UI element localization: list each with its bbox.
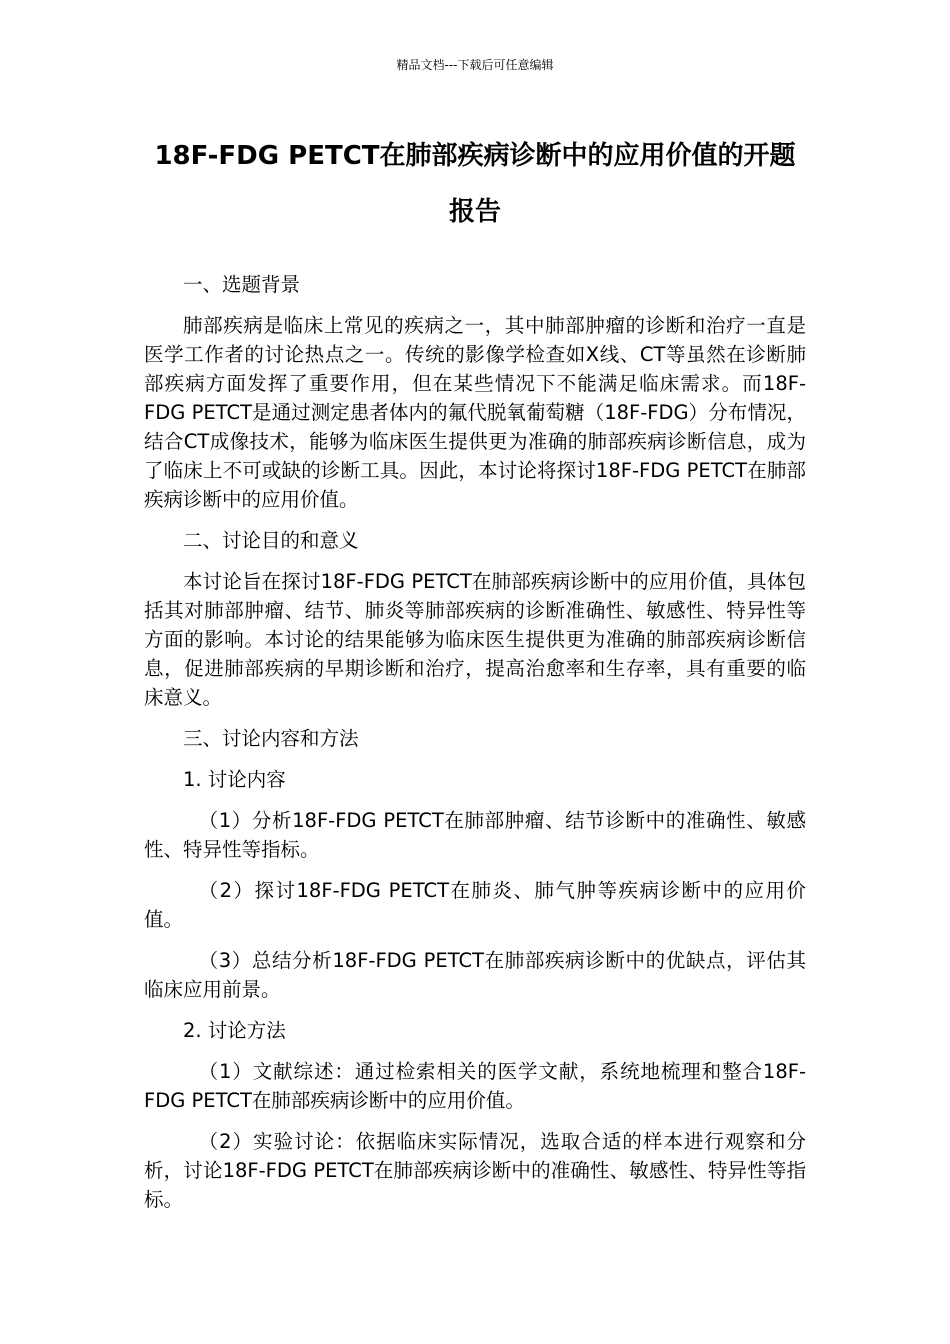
section-heading-content-method: 三、讨论内容和方法 [183, 727, 359, 750]
document-title: 18F-FDG PETCT在肺部疾病诊断中的应用价值的开题报告 [154, 141, 796, 227]
list-item: （3）总结分析18F-FDG PETCT在肺部疾病诊断中的优缺点，评估其临床应用前景。 [144, 949, 806, 1001]
paragraph-background: 肺部疾病是临床上常见的疾病之一，其中肺部肿瘤的诊断和治疗一直是医学工作者的讨论热点之一。传统的影像学检查如X线、CT等虽然在诊断肺部疾病方面发挥了重要作用，但在某些情况下不能满足临床需求。而18F-FDG PETCT是通过测定患者体内的氟代脱氧葡萄糖（18F-FDG）分布情况，结合CT成像技术，能够为临床医生提供更为准确的肺部疾病诊断信息，成为了临床上不可或缺的诊断工具。因此，本讨论将探讨18F-FDG PETCT在肺部疾病诊断中的应用价值。 [144, 314, 806, 511]
list-item: （1）文献综述：通过检索相关的医学文献，系统地梳理和整合18F-FDG PETCT在肺部疾病诊断中的应用价值。 [144, 1060, 806, 1112]
section-heading-purpose: 二、讨论目的和意义 [183, 529, 359, 552]
subheading-method: 2. 讨论方法 [183, 1019, 286, 1042]
list-item: （1）分析18F-FDG PETCT在肺部肿瘤、结节诊断中的准确性、敏感性、特异性等指标。 [144, 809, 806, 861]
subheading-content: 1. 讨论内容 [183, 768, 286, 791]
document-body [144, 270, 806, 1226]
page-header: 精品文档---下载后可任意编辑 [396, 58, 554, 72]
list-item: （2）探讨18F-FDG PETCT在肺炎、肺气肿等疾病诊断中的应用价值。 [144, 879, 806, 931]
list-item: （2）实验讨论：依据临床实际情况，选取合适的样本进行观察和分析，讨论18F-FDG PETCT在肺部疾病诊断中的准确性、敏感性、特异性等指标。 [144, 1130, 806, 1211]
paragraph-purpose: 本讨论旨在探讨18F-FDG PETCT在肺部疾病诊断中的应用价值，具体包括其对肺部肿瘤、结节、肺炎等肺部疾病的诊断准确性、敏感性、特异性等方面的影响。本讨论的结果能够为临床医生提供更为准确的肺部疾病诊断信息，促进肺部疾病的早期诊断和治疗，提高治愈率和生存率，具有重要的临床意义。 [144, 570, 806, 709]
section-heading-background: 一、选题背景 [183, 273, 301, 296]
